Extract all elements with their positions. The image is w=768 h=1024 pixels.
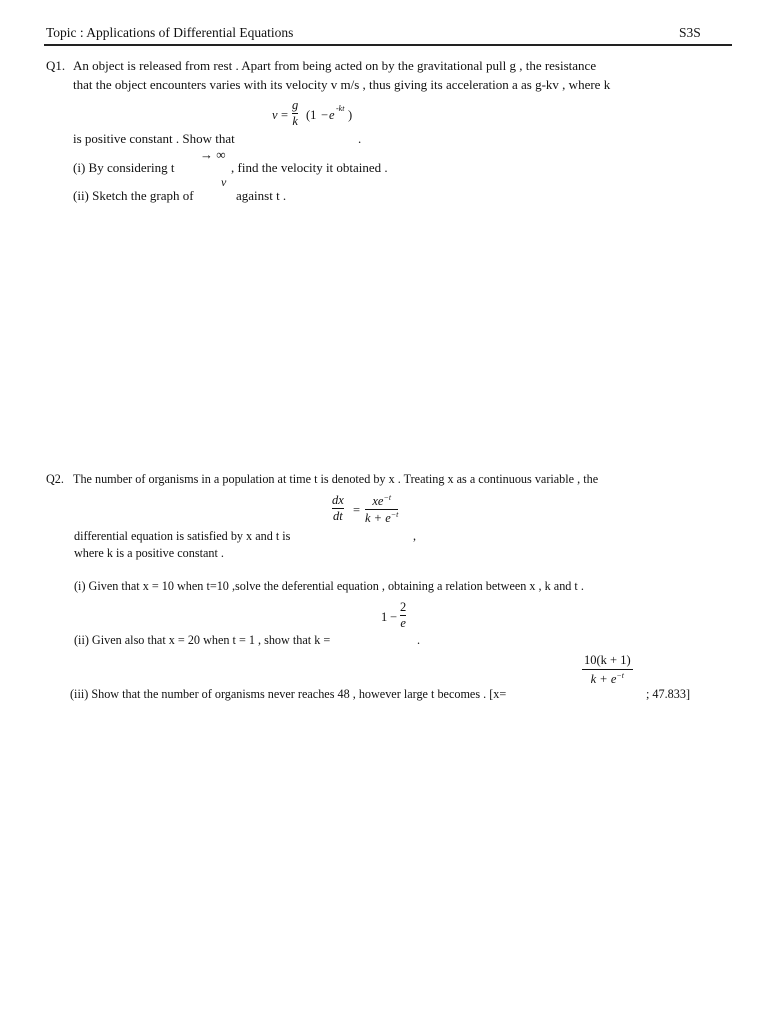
q1-formula-minus: − [321, 108, 329, 122]
q2-part-iii-answer: ; 47.833] [646, 687, 691, 701]
q2-k-num: 2 [400, 600, 407, 614]
q2-part-ii-end: . [417, 633, 421, 647]
q1-line-3: is positive constant . Show that [73, 131, 235, 146]
q2-de-lhs [332, 494, 344, 523]
q1-formula-eq: = [281, 108, 289, 122]
q1-line-2: that the object encounters varies with its velocity v m/s , thus giving its acceleration a as g-kv , where k [73, 77, 611, 92]
q1-formula-exp-base: e [329, 108, 335, 122]
q2-part-i: (i) Given that x = 10 when t=10 ,solve the deferential equation , obtaining a relation between x , k and t . [74, 579, 584, 593]
q2-line-3: where k is a positive constant . [74, 546, 224, 560]
q2-part-ii: (ii) Given also that x = 20 when t = 1 , show that k = [74, 633, 331, 647]
q2-de-eq: = [353, 503, 361, 517]
q2-de-lhs-num: dx [332, 493, 344, 507]
class-code: S3S [679, 25, 701, 40]
topic-title: Topic : Applications of Differential Equations [46, 25, 294, 40]
q1-formula-num: g [292, 98, 299, 112]
q1-formula-paren-open: (1 [306, 108, 317, 122]
q2-de-lhs-den: dt [333, 509, 343, 524]
q1-formula-lhs: v [272, 108, 278, 122]
q1-line-1: An object is released from rest . Apart from being acted on by the gravitational pull g , the resistance [73, 58, 597, 73]
q1-formula-exp-pow: -kt [336, 104, 345, 113]
q2-de-rhs-num: $xe^{-t}$ [372, 493, 392, 509]
q2-line-2: differential equation is satisfied by x and t is [74, 529, 291, 543]
q2-part-iii: (iii) Show that the number of organisms never reaches 48 , however large t becomes . [x= [70, 687, 507, 701]
q1-formula-fraction [292, 99, 298, 128]
q2-k-fraction [400, 601, 406, 630]
q2-x-den: $k + e^{-t}$ [590, 671, 625, 687]
q2-de-rhs-den: $k + e^{-t}$ [365, 510, 399, 526]
q1-part-i-end: , find the velocity it obtained . [231, 160, 388, 175]
q1-part-ii-var: v [221, 175, 227, 189]
q1-number: Q1. [46, 58, 66, 73]
q2-line-2-end: , [413, 529, 417, 543]
q1-line-3-end: . [358, 131, 362, 146]
q2-line-1: The number of organisms in a population at time t is denoted by x . Treating x as a continuous variable , the [73, 472, 599, 486]
q1-part-ii-end: against t . [236, 188, 287, 203]
q2-x-num: 10(k + 1) [584, 653, 631, 667]
q2-de-rhs [365, 494, 398, 526]
q1-formula-den: k [292, 114, 298, 129]
q2-k-one: 1 [381, 610, 388, 624]
header-divider [44, 44, 732, 46]
q2-k-den: e [400, 616, 406, 631]
q2-number: Q2. [46, 472, 64, 486]
q1-part-i: (i) By considering t [73, 160, 175, 175]
q1-formula-paren-close: ) [348, 108, 353, 122]
q1-arrow-infinity: → ∞ [200, 147, 226, 162]
q1-part-ii: (ii) Sketch the graph of [73, 188, 194, 203]
q2-x-fraction [584, 654, 631, 686]
q2-k-minus: − [390, 610, 398, 624]
